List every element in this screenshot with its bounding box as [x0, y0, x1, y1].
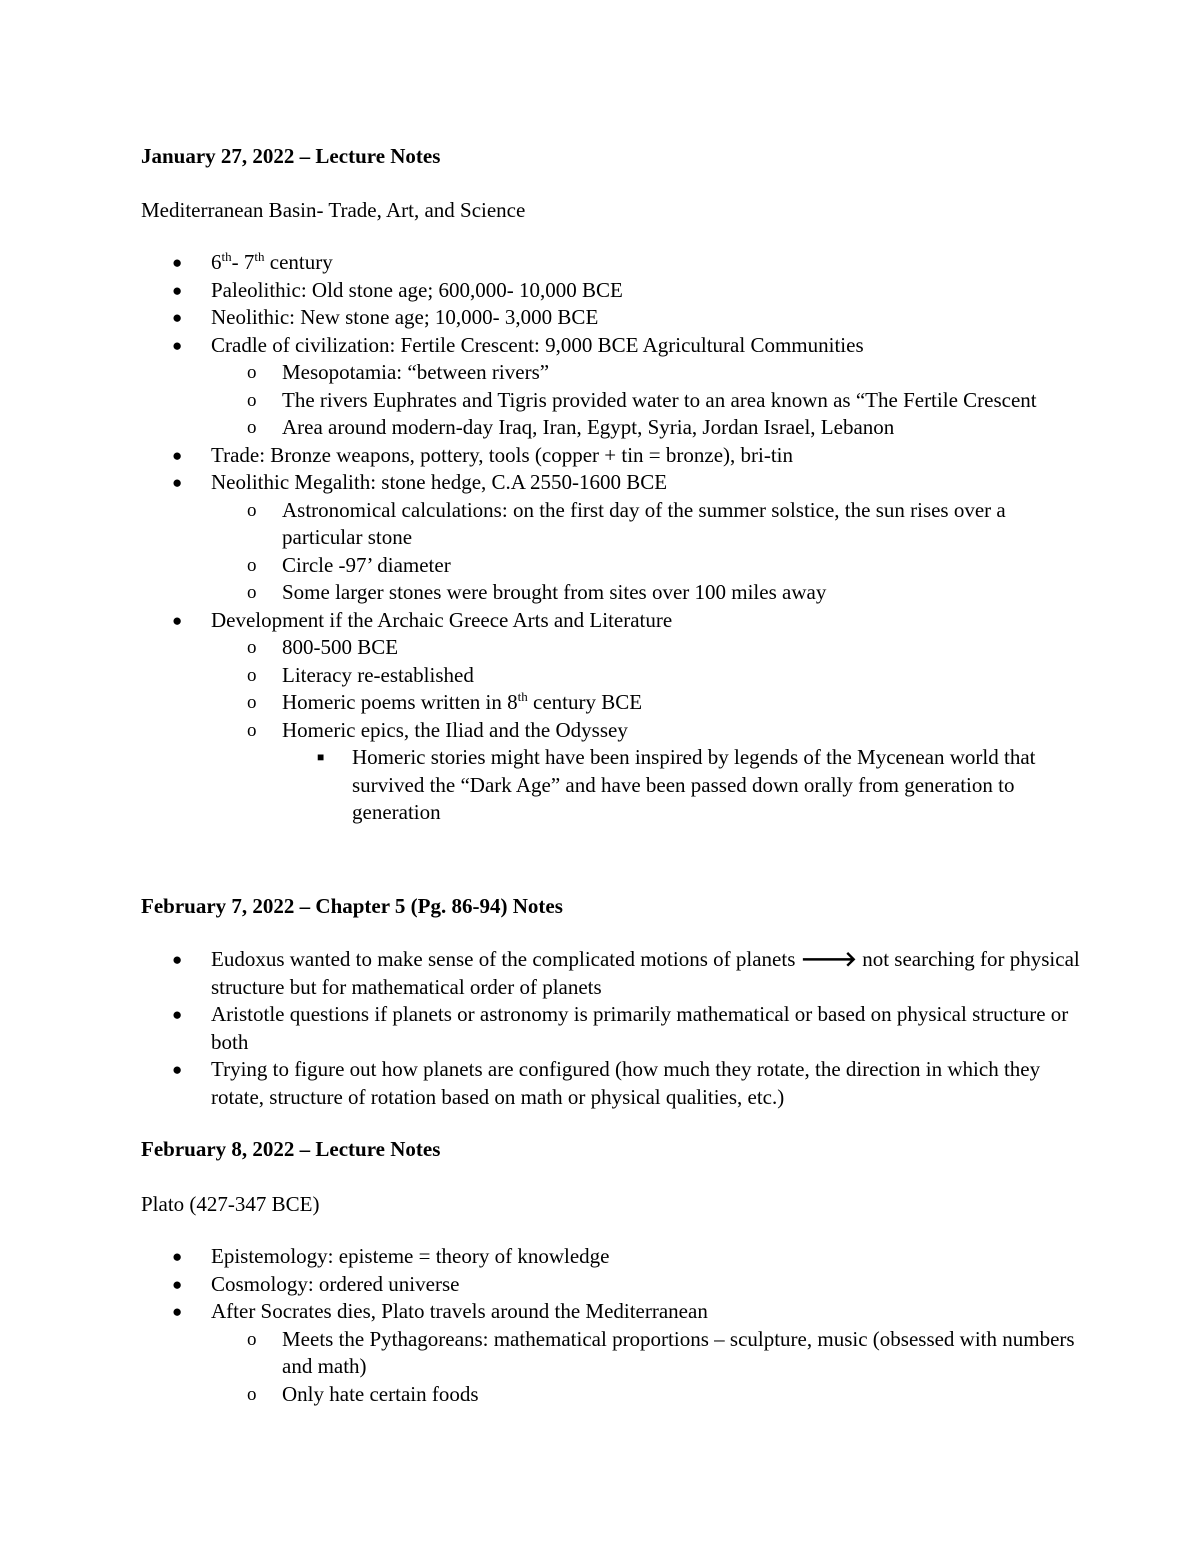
sub-list-item: o Mesopotamia: “between rivers” — [141, 359, 1081, 387]
section-heading: January 27, 2022 – Lecture Notes — [141, 144, 441, 168]
bullet-marker: ● — [172, 445, 183, 465]
list-item: ● Neolithic Megalith: stone hedge, C.A 2550-1600 BCE — [141, 469, 1081, 497]
bullet-list — [141, 946, 1081, 1111]
list-item: ● After Socrates dies, Plato travels around the Mediterranean — [141, 1298, 1081, 1326]
list-item: ● Trade: Bronze weapons, pottery, tools (copper + tin = bronze), bri-tin — [141, 442, 1081, 470]
bullet-marker: ● — [172, 950, 183, 969]
list-item: ● Epistemology: episteme = theory of knowledge — [141, 1243, 1081, 1271]
list-item: ● Cosmology: ordered universe — [141, 1271, 1081, 1299]
bullet-list — [141, 249, 1081, 827]
section-feb-7 — [141, 893, 1081, 1111]
sub-list-item: o Some larger stones were brought from sites over 100 miles away — [141, 579, 1081, 607]
bullet-marker: ● — [172, 610, 183, 630]
bullet-marker: ● — [172, 1302, 183, 1321]
bullet-marker: ● — [172, 1274, 183, 1294]
sub-bullet-marker: o — [247, 664, 257, 686]
sub-sub-list-item: ■ Homeric stories might have been inspired by legends of the Mycenean world that survived the “Dark Age” and have been passed down orally from generation to generation — [317, 745, 1036, 824]
sub-list-item: o Circle -97’ diameter — [141, 552, 1081, 580]
bullet-marker: ● — [172, 280, 183, 300]
list-item: ● Neolithic: New stone age; 10,000- 3,000 BCE — [141, 304, 1081, 332]
bullet-marker: ● — [172, 1247, 183, 1266]
list-item: ● Trying to figure out how planets are configured (how much they rotate, the direction in which they rotate, structure of rotation based on math or physical qualities, etc.) — [172, 1057, 1041, 1109]
section-subtitle: Plato (427-347 BCE) — [141, 1192, 320, 1216]
list-item: ● Cradle of civilization: Fertile Crescent: 9,000 BCE Agricultural Communities — [141, 332, 1081, 360]
sub-bullet-marker: o — [247, 692, 257, 713]
bullet-marker: ● — [172, 1005, 183, 1024]
bullet-marker: ● — [172, 335, 183, 355]
sub-bullet-marker: o — [247, 1383, 257, 1405]
sub-bullet-marker: o — [247, 499, 257, 521]
section-feb-8 — [141, 1136, 1081, 1408]
list-item: ● Paleolithic: Old stone age; 600,000- 10,000 BCE — [141, 277, 1081, 305]
sub-bullet-marker: o — [247, 719, 257, 741]
square-bullet-marker: ■ — [317, 750, 325, 764]
list-item: ● 6th- 7th century — [141, 249, 1081, 277]
sub-bullet-marker: o — [247, 637, 257, 658]
sub-bullet-marker: o — [247, 362, 257, 383]
sub-list-item: o Area around modern-day Iraq, Iran, Egypt, Syria, Jordan Israel, Lebanon — [141, 414, 1081, 442]
section-heading: February 8, 2022 – Lecture Notes — [141, 1137, 441, 1161]
sub-bullet-marker: o — [247, 417, 257, 438]
section-subtitle: Mediterranean Basin- Trade, Art, and Science — [141, 198, 526, 222]
section-jan-27 — [141, 143, 1081, 827]
bullet-list — [141, 1243, 1081, 1408]
arrow-right-icon: 🡒 — [800, 947, 857, 971]
bullet-marker: ● — [172, 308, 183, 327]
sub-list-item: o Literacy re-established — [141, 662, 1081, 690]
bullet-marker: ● — [172, 1060, 183, 1079]
bullet-marker: ● — [172, 473, 183, 492]
sub-bullet-marker: o — [247, 1328, 257, 1350]
sub-list-item: o 800-500 BCE — [141, 634, 1081, 662]
bullet-marker: ● — [172, 253, 183, 272]
list-item: ● Aristotle questions if planets or astronomy is primarily mathematical or based on physical structure or both — [172, 1002, 1069, 1054]
section-heading: February 7, 2022 – Chapter 5 (Pg. 86-94) Notes — [141, 894, 563, 918]
sub-list-item: o Astronomical calculations: on the first day of the summer solstice, the sun rises over a particular stone — [247, 497, 1006, 549]
sub-list-item: o Homeric poems written in 8th century BCE — [141, 689, 1081, 717]
sub-list-item: o The rivers Euphrates and Tigris provided water to an area known as “The Fertile Crescent — [141, 387, 1081, 415]
list-item: ● Development if the Archaic Greece Arts and Literature — [141, 607, 1081, 635]
sub-bullet-marker: o — [247, 389, 257, 411]
sub-list-item: o Meets the Pythagoreans: mathematical proportions – sculpture, music (obsessed with numbers and math) — [247, 1326, 1075, 1378]
list-item: ● Eudoxus wanted to make sense of the complicated motions of planets 🡒 not searching for physical structure but for mathematical order of planets — [172, 947, 1080, 999]
sub-list-item: o Only hate certain foods — [141, 1381, 1081, 1409]
sub-bullet-marker: o — [247, 554, 257, 576]
sub-list-item: o Homeric epics, the Iliad and the Odyssey — [141, 717, 1081, 745]
sub-bullet-marker: o — [247, 582, 257, 603]
